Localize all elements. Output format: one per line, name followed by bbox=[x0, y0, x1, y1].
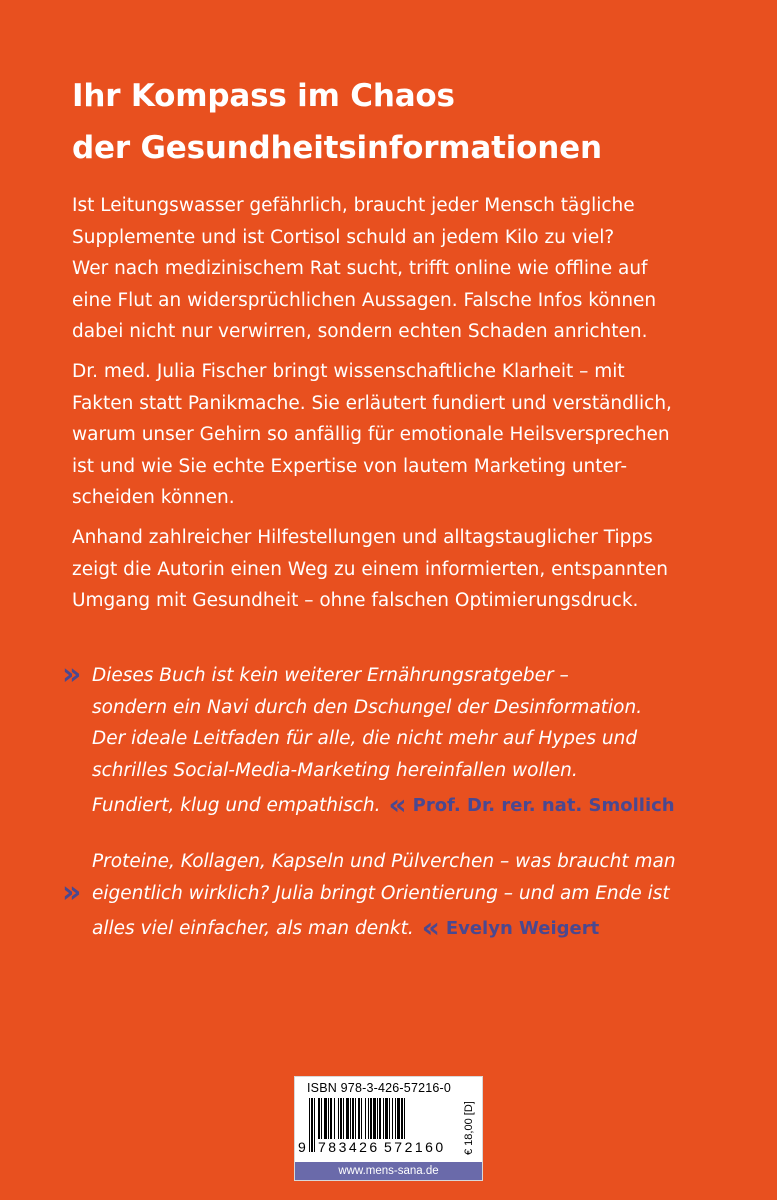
paragraph-line: eine Flut an widersprüchlichen Aussagen. Falsche Infos können bbox=[72, 289, 657, 311]
paragraph-line: Ist Leitungswasser gefährlich, braucht jeder Mensch tägliche bbox=[72, 195, 635, 216]
quote-author: Evelyn Weigert bbox=[445, 918, 600, 939]
paragraph-line: warum unser Gehirn so anfällig für emotionale Heilsversprechen bbox=[72, 424, 670, 445]
headline-line-2: der Gesundheitsinformationen bbox=[72, 130, 602, 166]
paragraph-intro bbox=[72, 190, 732, 348]
quote-open-mark-icon: » bbox=[62, 657, 78, 692]
barcode-digit-first: 9 bbox=[298, 1139, 306, 1155]
paragraph-tips bbox=[72, 522, 732, 617]
quote-text: alles viel einfacher, als man denkt. bbox=[92, 918, 414, 939]
price-label: € 18,00 [D] bbox=[463, 1101, 475, 1155]
headline bbox=[72, 70, 732, 174]
publisher-website: www.mens-sana.de bbox=[295, 1162, 482, 1180]
quote-last-line bbox=[92, 786, 732, 822]
paragraph-line: ist und wie Sie echte Expertise von lautem Marketing unter- bbox=[72, 455, 627, 477]
paragraph-line: Dr. med. Julia Fischer bringt wissenschaftliche Klarheit – mit bbox=[72, 361, 625, 382]
quote-line: Dieses Buch ist kein weiterer Ernährungsratgeber – bbox=[92, 665, 569, 686]
price-tag bbox=[462, 1081, 478, 1159]
paragraph-line: Supplemente und ist Cortisol schuld an jedem Kilo zu viel? bbox=[72, 226, 615, 248]
paragraph-line: scheiden können. bbox=[72, 487, 235, 508]
barcode-digits-left: 783426 bbox=[318, 1139, 380, 1155]
barcode-label bbox=[294, 1076, 483, 1181]
quote-line: eigentlich wirklich? Julia bringt Orientierung – und am Ende ist bbox=[92, 882, 670, 904]
testimonial-quote-1 bbox=[92, 660, 732, 822]
paragraph-line: Anhand zahlreicher Hilfestellungen und alltagstauglicher Tipps bbox=[72, 527, 653, 548]
quote-line: Proteine, Kollagen, Kapseln und Pülverchen – was braucht man bbox=[92, 851, 676, 872]
quote-text: Fundiert, klug und empathisch. bbox=[92, 795, 381, 816]
paragraph-line: dabei nicht nur verwirren, sondern echten Schaden anrichten. bbox=[72, 321, 648, 342]
barcode-digits-right: 572160 bbox=[384, 1139, 446, 1155]
paragraph-line: zeigt die Autorin einen Weg zu einem informierten, entspannten bbox=[72, 558, 668, 580]
paragraph-line: Fakten statt Panikmache. Sie erläutert fundiert und verständlich, bbox=[72, 392, 672, 414]
paragraph-line: Umgang mit Gesundheit – ohne falschen Optimierungsdruck. bbox=[72, 590, 639, 611]
headline-line-1: Ihr Kompass im Chaos bbox=[72, 78, 455, 114]
isbn-number: ISBN 978-3-426-57216-0 bbox=[307, 1081, 452, 1095]
quote-close-mark-icon: « bbox=[388, 788, 403, 821]
testimonial-quote-2 bbox=[92, 846, 732, 945]
quote-line: Der ideale Leitfaden für alle, die nicht mehr auf Hypes und bbox=[92, 728, 638, 749]
quote-last-line bbox=[92, 909, 732, 945]
paragraph-line: Wer nach medizinischem Rat sucht, trifft online wie offline auf bbox=[72, 258, 648, 279]
quote-line: sondern ein Navi durch den Dschungel der Desinformation. bbox=[92, 696, 643, 718]
quote-line: schrilles Social-Media-Marketing hereinfallen wollen. bbox=[92, 759, 578, 781]
paragraph-author bbox=[72, 356, 732, 514]
quote-close-mark-icon: « bbox=[421, 911, 436, 944]
quote-author: Prof. Dr. rer. nat. Smollich bbox=[412, 795, 675, 816]
quote-open-mark-icon: » bbox=[62, 875, 78, 910]
